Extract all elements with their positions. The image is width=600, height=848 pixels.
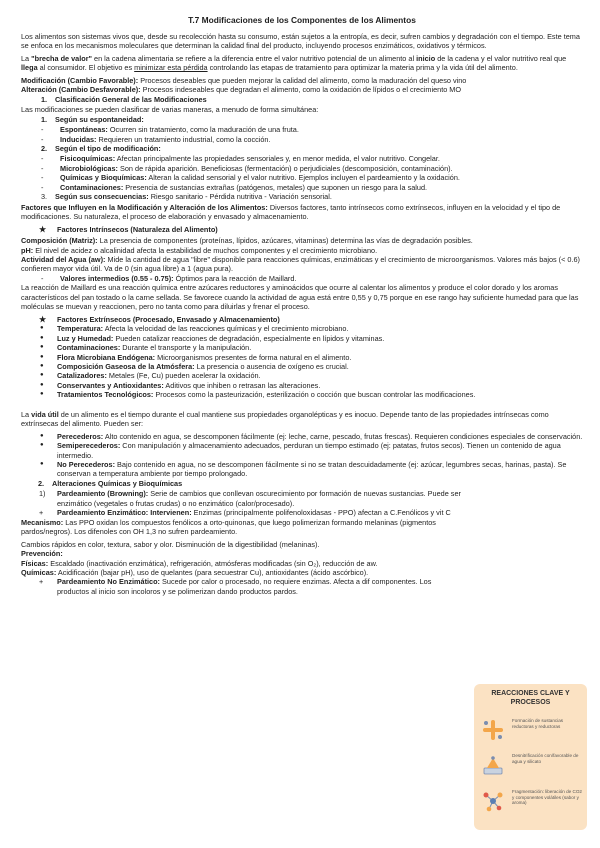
list-item [21,183,583,192]
intrinsecos-heading: ★ Factores Intrínsecos (Naturaleza del Alimento) [21,225,583,234]
brecha-term: "brecha de valor" [31,53,93,63]
reaction-icon [480,717,506,743]
group-title [41,115,583,124]
label: Semiperecederos: [57,441,121,451]
aw-line [21,255,583,274]
text: Diversos factores, tanto intrínsecos como extrínsecos, influyen en la velocidad y el tipo de modificaciones. Su naturaleza, el proceso de elaboración y envasado y almacenamiento. [21,202,561,222]
section-1-intro: Las modificaciones se pueden clasificar de varias maneras, a menudo de forma simultánea: [21,105,319,115]
quimicas-line [21,568,461,577]
sidebox-text: Fragmentación: liberación de CO2 y componentes volátiles (sabor y aroma) [512,789,582,806]
label: Flora Microbiana Endógena: [57,352,156,362]
list-item [21,353,583,362]
list-item [21,125,583,134]
text: La [21,53,32,63]
class-group-1 [21,115,583,144]
class-group-3 [41,192,583,201]
text: Afectan principalmente las propiedades sensoriales y, en menor medida, el valor nutritivo. Congelar. [115,154,440,164]
group-label: Según el tipo de modificación: [55,143,161,153]
maillard-paragraph: La reacción de Maillard es una reacción química entre azúcares reductores y aminoácidos que ocurre al calentar los alimentos y produce el color dorado y los aromas característicos del pan tostado o la carne sellada. Se favorece cuando la actividad de agua está entre 0,55 y 0,75 porque en ese rango hay suficiente humedad para que las moléculas se muevan y reaccionen, pero no tanta como para diluirlas y frenar el proceso. [21,283,579,312]
label: Pardeamiento (Browning): [57,489,149,499]
label: Contaminaciones: [57,343,121,353]
class-group-2 [21,144,583,192]
label: Temperatura: [57,324,104,334]
label: Inducidas: [60,134,97,144]
text: Son de rápida aparición. Beneficiosas (fermentación) o perjudiciales (descomposición, contaminación). [117,163,453,173]
item-marker: 1) [39,489,46,499]
text: Alteran la calidad sensorial y el valor nutritivo. Ejemplos incluyen el pardeamiento y la oxidación. [146,173,460,183]
alteracion-line [21,85,583,94]
label: pH: [21,245,34,255]
sidebox-row-2 [480,752,582,782]
list-item [21,371,583,380]
list-item [21,390,583,399]
label: Perecederos: [57,431,104,441]
list-item [21,432,583,441]
group-label: Según su espontaneidad: [55,114,144,124]
extrinsecos-list [21,324,583,400]
text: Metales (Fe, Cu) pueden acelerar la oxidación. [106,371,261,381]
label: Químicas: [21,568,57,578]
label: Factores que Influyen en la Modificación y Alteración de los Alimentos: [21,202,268,212]
text: en la cadena alimentaria se refiere a la diferencia entre el valor nutritivo potencial de un alimento al [92,53,417,63]
label: Luz y Humedad: [57,333,114,343]
list-item [21,489,461,508]
text: Enzimas (principalmente polifenoloxidasas - PPO) afectan a C.Fenólicos y vit C [191,508,451,518]
text: Procesos deseables que pueden mejorar la calidad del alimento, como la maduración del queso vino [138,75,467,85]
ph-line [21,246,583,255]
section-heading-2 [38,479,583,488]
list-item [21,577,461,596]
prevencion-heading [21,549,583,558]
llega-term: llega [21,63,38,73]
vida-util-term: vida útil [31,409,59,419]
text: Aditivos que inhiben o retrasan las alteraciones. [163,380,321,390]
scale-icon [480,752,506,778]
sidebox-text: Desnitrificación con/favorable de agua y silicato [512,753,579,764]
label: Alteración (Cambio Desfavorable): [21,85,141,95]
label: Químicas y Bioquímicas: [60,173,147,183]
sidebox-row-3 [480,788,582,818]
aw-list [21,274,583,283]
list-item [21,154,583,163]
label: Composición Gaseosa de la Atmósfera: [57,361,195,371]
factores-paragraph [21,203,583,222]
text: de la cadena y el valor nutritivo real que [435,53,567,63]
extrinsecos-heading-list [21,315,583,324]
list-item [21,164,583,173]
label: No Perecederos: [57,460,115,470]
text: Presencia de sustancias extrañas (patógenos, metales) que suponen un riesgo para la salud. [123,182,428,192]
text: Durante el transporte y la manipulación. [120,343,252,353]
text: Con manipulación y almacenamiento adecuados, perduran un tiempo estimado (ej: patatas, frutos secos). Tienen un contenido de agua intermedio. [57,441,561,460]
group-label: Según sus consecuencias: [55,192,149,202]
item-marker: + [39,508,44,518]
group-2-list [21,154,583,192]
label: Pardeamiento Enzimático: Intervienen: [57,508,192,518]
text: controlando las etapas de tratamiento para optimizar la materia prima y la vida útil del alimento. [207,63,518,73]
text: Afecta la velocidad de las reacciones químicas y el crecimiento microbiano. [103,324,349,334]
text: El nivel de acidez o alcalinidad afecta la estabilidad de muchos componentes y el crecimiento microbiano. [33,245,378,255]
text: Ocurren sin tratamiento, como la maduración de una fruta. [107,125,299,135]
label: Tratamientos Tecnológicos: [57,390,154,400]
vida-util-paragraph [21,410,583,429]
intrinsecos-heading-list [21,225,583,234]
reacciones-sidebox [474,684,587,830]
brecha-paragraph [21,54,583,73]
list-item [21,135,583,144]
label: Espontáneas: [60,125,108,135]
list-item [21,334,583,343]
list-item [21,362,583,371]
item-marker: + [39,577,44,587]
inicio-term: inicio [416,53,436,63]
label: Modificación (Cambio Favorable): [21,75,139,85]
fisicas-line [21,559,461,568]
group-number: 3. [41,192,48,202]
group-1-list [21,125,583,144]
text: Óptimos para la reacción de Maillard. [173,273,297,283]
group-title [41,144,583,153]
text: La [21,409,32,419]
sidebox-title: REACCIONES CLAVE Y PROCESOS [491,690,570,706]
molecule-icon [480,788,506,814]
group-number: 1. [41,114,48,124]
list-item [21,343,583,352]
text: Pueden catalizar reacciones de degradación, especialmente en lípidos y vitaminas. [113,333,385,343]
label: Físicas: [21,558,49,568]
text: Requieren un tratamiento industrial, como la cocción. [96,134,271,144]
group-number: 2. [41,143,48,153]
page-title: T.7 Modificaciones de los Componentes de los Alimentos [188,15,416,25]
text: Las PPO oxidan los compuestos fenólicos a orto-quinonas, que luego polimerizan formando melaninas (pigmentos pardos/negros). Los difenoles con OH 1,3 no sufren pardeamiento. [21,517,436,537]
composicion-line [21,236,583,245]
text: Alto contenido en agua, se descomponen fácilmente (ej: leche, carne, pescado, frutas frescas). Requieren condiciones especiales de conservación. [103,431,583,441]
section-number: 1. [41,94,48,104]
label: Actividad del Agua (aw): [21,254,106,264]
pardeamiento-list [21,489,461,517]
list-item [21,460,583,479]
modificacion-line [21,76,583,85]
label: Conservantes y Antioxidantes: [57,380,164,390]
minimizar-term: minimizar esta pérdida [134,63,208,73]
text: La presencia de componentes (proteínas, lípidos, azúcares, vitaminas) determina las vías de degradación posibles. [97,236,473,246]
text: de un alimento es el tiempo durante el cual mantiene sus propiedades organolépticas y es inocuo. Depende tanto de las propiedades intrínsecas como extrínsecas del alimento. Pueden ser: [21,409,549,429]
section-title: Clasificación General de las Modificaciones [55,94,207,104]
text: Acidificación (bajar pH), uso de quelantes (para secuestrar Cu), antioxidantes (ácido ascórbico). [56,568,369,578]
section-number: 2. [38,478,45,488]
list-item [21,173,583,182]
sidebox-row-1 [480,717,582,747]
text: Microorganismos presentes de forma natural en el alimento. [155,352,352,362]
main-column [21,15,583,596]
vida-util-list [21,432,583,479]
text: Escaldado (inactivación enzimática), refrigeración, atmósferas modificadas (sin O₂), reducción de aw. [48,558,378,568]
label: Mecanismo: [21,517,64,527]
label: Prevención: [21,549,63,559]
label: Valores intermedios (0.55 - 0.75): [60,273,174,283]
section-heading-1 [41,95,583,104]
text: Procesos indeseables que degradan el alimento, como la oxidación de lípidos o el crecimiento MO [140,85,462,95]
text: Mide la cantidad de agua "libre" disponible para reacciones químicas, enzimáticas y el crecimiento de microorganismos. Valores más bajos (< 0.6) confieren mayor vida útil. Va de 0 (sin agua libre) a 1 (agua pura). [21,254,580,274]
list-item [21,441,583,460]
list-item [21,274,583,283]
list-item [21,324,583,333]
text: Sucede por calor o procesado, no requiere enzimas. Afecta a dif componentes. Los productos al inicio son incoloros y se polimerizan dando productos pardos. [57,577,432,596]
label: Composición (Matriz): [21,236,98,246]
label: Contaminaciones: [60,182,124,192]
text: La presencia o ausencia de oxígeno es crucial. [194,361,349,371]
list-item [21,508,461,517]
label: Catalizadores: [57,371,107,381]
list-item [21,381,583,390]
cambios-line: Cambios rápidos en color, textura, sabor y olor. Disminución de la digestibilidad (melaninas). [21,539,320,549]
text: Bajo contenido en agua, no se descomponen fácilmente si no se tratan descuidadamente (ej: azúcar, legumbres secas, harinas, pasta). Se conservan a temperatura ambiente por tiempo prolongado. [57,460,567,479]
no-enzimatico-list [21,577,461,596]
extrinsecos-heading: ★ Factores Extrínsecos (Procesado, Envasado y Almacenamiento) [21,315,583,324]
label: Fisicoquímicas: [60,154,116,164]
sidebox-text: Formación de sustancias reductoras y reductoras [512,718,564,729]
text: al consumidor. El objetivo es [37,63,135,73]
text: Procesos como la pasteurización, esterilización o cocción que buscan controlar las modificaciones. [153,390,476,400]
mecanismo-paragraph [21,518,461,537]
text: Riesgo sanitario - Pérdida nutritiva - Variación sensorial. [148,192,332,202]
label: Pardeamiento No Enzimático: [57,577,160,587]
intro-paragraph: Los alimentos son sistemas vivos que, desde su recolección hasta su consumo, están sujetos a la entropía, es decir, sufren cambios y degradación con el tiempo. Este tema se enfoca en los mecanismos moleculares que determinan la calidad final del producto, incluyendo procesos enzimáticos, oxidativos y térmicos. [21,32,580,51]
label: Microbiológicas: [60,163,118,173]
section-title: Alteraciones Químicas y Bioquímicas [52,478,183,488]
text: Serie de cambios que conllevan oscurecimiento por formación de nuevas sustancias. Puede ser enzimático (vegetales o frutas crudas) o no enzimático (calor/procesado). [57,489,461,508]
